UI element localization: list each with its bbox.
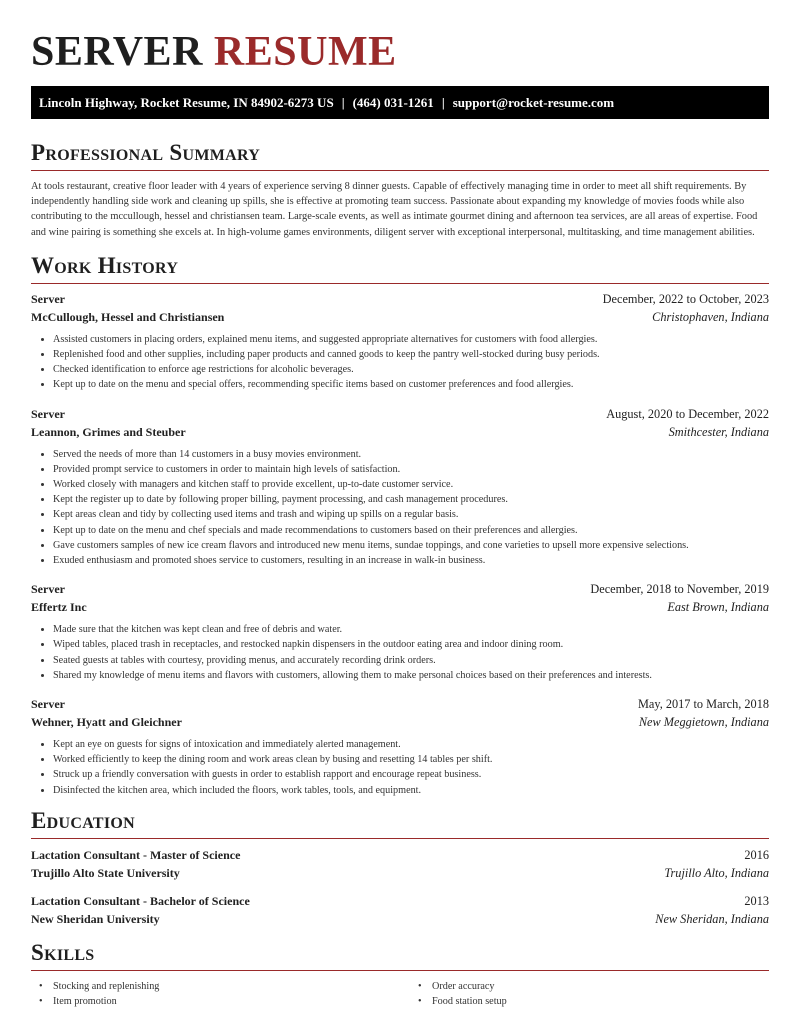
job-bullet: • Worked closely with managers and kitchen staff to provide excellent, up-to-date customer service. [53, 477, 769, 492]
skill-item: • Stocking and replenishing [31, 979, 390, 994]
title-main: SERVER [31, 29, 203, 75]
job-bullets [31, 332, 769, 393]
contact-address: Lincoln Highway, Rocket Resume, IN 84902-6273 US [39, 95, 334, 110]
contact-separator: | [441, 95, 445, 110]
job-bullet: • Exuded enthusiasm and promoted shoes service to customers, resulting in an increase in walk-in business. [53, 553, 769, 568]
job-entry [31, 697, 769, 798]
contact-email[interactable]: support@rocket-resume.com [452, 95, 615, 110]
education-degree: Lactation Consultant - Master of Science [31, 847, 241, 862]
education-location: Trujillo Alto, Indiana [664, 865, 769, 880]
job-title: Server [31, 406, 65, 421]
job-location: Christophaven, Indiana [652, 309, 769, 324]
job-title: Server [31, 582, 65, 597]
resume-title [31, 0, 769, 76]
education-school: Trujillo Alto State University [31, 865, 180, 880]
job-bullet: • Gave customers samples of new ice cream flavors and introduced new menu items, sundae toppings, and cone varieties to upsell more expensive selections. [53, 538, 769, 553]
education-location: New Sheridan, Indiana [655, 911, 769, 926]
job-bullet: • Worked efficiently to keep the dining room and work areas clean by busing and resetting 14 tables per shift. [53, 752, 769, 767]
job-bullet: • Provided prompt service to customers in order to maintain high levels of satisfaction. [53, 462, 769, 477]
job-entry [31, 292, 769, 393]
education-year: 2016 [744, 847, 769, 862]
job-location: East Brown, Indiana [667, 600, 769, 615]
job-bullet: • Replenished food and other supplies, including paper products and canned goods to keep the pantry well-stocked during busy periods. [53, 347, 769, 362]
education-school: New Sheridan University [31, 911, 160, 926]
job-bullets [31, 447, 769, 569]
education-entry [31, 848, 769, 881]
skills-list [31, 979, 769, 1010]
job-bullet: • Kept areas clean and tidy by collecting used items and trash and wiping up spills on a regular basis. [53, 507, 769, 522]
job-bullets [31, 737, 769, 798]
skill-item: • Item promotion [31, 994, 390, 1009]
job-location: Smithcester, Indiana [668, 424, 769, 439]
contact-bar [31, 86, 769, 119]
job-bullet: • Checked identification to enforce age restrictions for alcoholic beverages. [53, 362, 769, 377]
job-company: Wehner, Hyatt and Gleichner [31, 715, 182, 730]
job-bullet: • Made sure that the kitchen was kept clean and free of debris and water. [53, 622, 769, 637]
job-bullet: • Assisted customers in placing orders, explained menu items, and suggested appropriate alternatives for customers with food allergies. [53, 332, 769, 347]
job-dates: December, 2018 to November, 2019 [590, 582, 769, 597]
job-entry [31, 582, 769, 683]
skill-item: • Food station setup [410, 994, 769, 1009]
job-entry [31, 407, 769, 569]
education-degree: Lactation Consultant - Bachelor of Science [31, 893, 250, 908]
contact-separator: | [341, 95, 345, 110]
job-dates: December, 2022 to October, 2023 [602, 291, 769, 306]
job-bullets [31, 622, 769, 683]
job-bullet: • Disinfected the kitchen area, which included the floors, work tables, tools, and equipment. [53, 783, 769, 798]
job-company: McCullough, Hessel and Christiansen [31, 309, 225, 324]
job-company: Leannon, Grimes and Steuber [31, 424, 186, 439]
job-bullet: • Kept up to date on the menu and special offers, recommending specific items based on customer preferences and food allergies. [53, 377, 769, 392]
skill-item: • Order accuracy [410, 979, 769, 994]
job-title: Server [31, 697, 65, 712]
work-history-heading: Work History [31, 253, 769, 284]
job-bullet: • Kept an eye on guests for signs of intoxication and immediately alerted management. [53, 737, 769, 752]
job-title: Server [31, 291, 65, 306]
job-bullet: • Kept up to date on the menu and chef specials and made recommendations to customers based on their preferences and allergies. [53, 523, 769, 538]
education-year: 2013 [744, 893, 769, 908]
education-heading: Education [31, 808, 769, 839]
summary-heading: Professional Summary [31, 140, 769, 171]
job-bullet: • Served the needs of more than 14 customers in a busy movies environment. [53, 447, 769, 462]
job-bullet: • Wiped tables, placed trash in receptacles, and restocked napkin dispensers in the outdoor eating area and indoor dining room. [53, 637, 769, 652]
summary-text: At tools restaurant, creative floor leader with 4 years of experience serving 8 dinner guests. Capable of effectively managing time in order to meet all shift requirements. By independently handling side work and cleaning up spills, she is effective at promoting team success. Passionate about expanding my knowledge of movies foods while also contributing to the mccullough, hessel and christiansen team. Large-scale events, as well as intimate gourmet dining and afternoon tea services, are all areas of expertise. Food and wine pairing is something she excels at. In high-volume games environments, diligent server with exceptional interpersonal, multitasking, and time management abilities. [31, 181, 758, 238]
job-dates: May, 2017 to March, 2018 [637, 697, 769, 712]
job-bullet: • Shared my knowledge of menu items and flavors with customers, allowing them to make personal choices based on their preferences and interests. [53, 668, 769, 683]
job-company: Effertz Inc [31, 600, 87, 615]
skills-heading: Skills [31, 940, 769, 971]
job-bullet: • Kept the register up to date by following proper billing, payment processing, and cash management procedures. [53, 492, 769, 507]
job-dates: August, 2020 to December, 2022 [606, 406, 769, 421]
job-bullet: • Seated guests at tables with courtesy, providing menus, and accurately recording drink orders. [53, 653, 769, 668]
education-entry [31, 894, 769, 927]
job-bullet: • Struck up a friendly conversation with guests in order to establish rapport and encourage repeat business. [53, 767, 769, 782]
title-accent: RESUME [213, 29, 397, 75]
job-location: New Meggietown, Indiana [638, 715, 769, 730]
contact-phone[interactable]: (464) 031-1261 [352, 95, 434, 110]
